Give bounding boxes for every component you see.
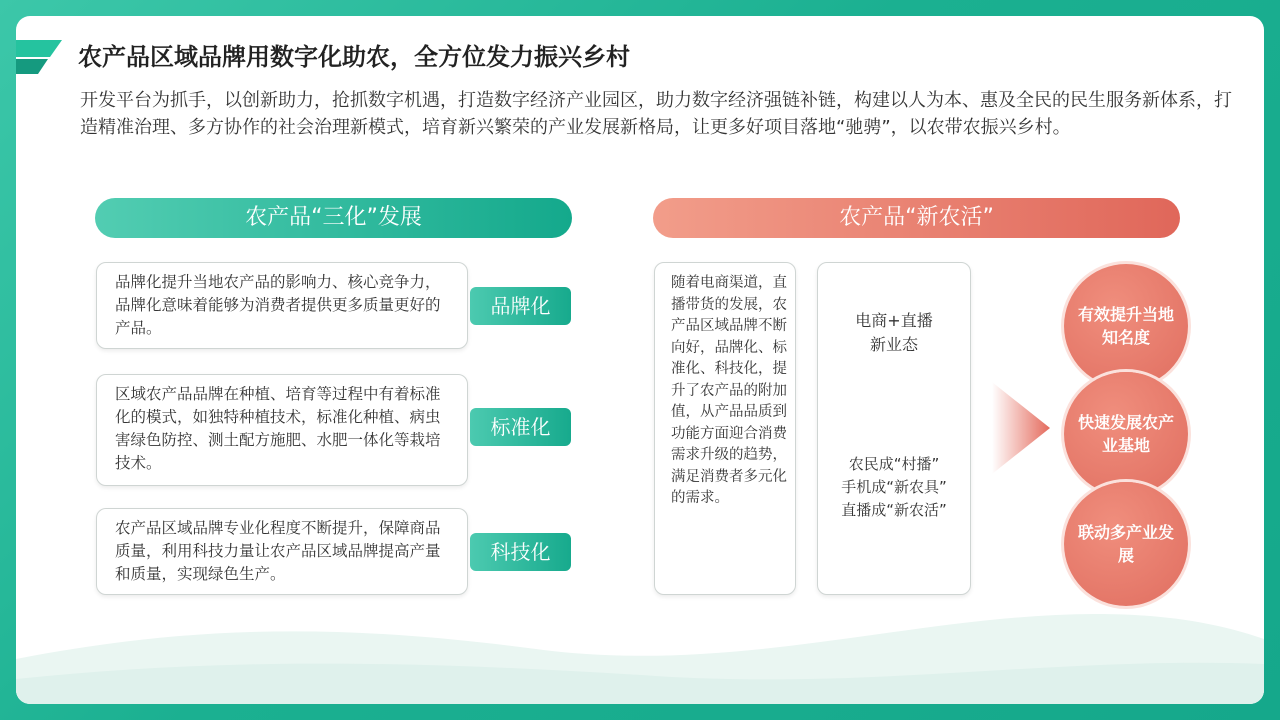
standardization-description: 区域农产品品牌在种植、培育等过程中有着标准化的模式，如独特种植技术，标准化种植、病虫害绿色防控、测土配方施肥、水肥一体化等栽培技术。 — [96, 374, 468, 486]
result-circle-visibility: 有效提升当地知名度 — [1064, 264, 1188, 388]
new-business-line: 新业态 — [869, 335, 918, 354]
intro-paragraph: 开发平台为抓手，以创新助力，抢抓数字机遇，打造数字经济产业园区，助力数字经济强链补链，构建以人为本、惠及全民的民生服务新体系，打造精准治理、多方协作的社会治理新模式，培育新兴繁荣的产业发展新格局，让更多好项目落地“驰骋”，以农带农振兴乡村。 — [80, 90, 1232, 138]
new-roles-block — [818, 453, 970, 522]
new-farming-description: 随着电商渠道，直播带货的发展，农产品区域品牌不断向好，品牌化、标准化、科技化，提升了农产品的附加值，从产品品质到功能方面迎合消费需求升级的趋势，满足消费者多元化的需求。 — [654, 262, 796, 595]
technology-tag: 科技化 — [470, 533, 571, 571]
standardization-tag: 标准化 — [470, 408, 571, 446]
right-section-header: 农产品“新农活” — [653, 198, 1180, 238]
ecommerce-live-line: 电商+直播 — [855, 311, 933, 330]
ecommerce-live-block — [818, 309, 970, 357]
arrow-right-icon — [992, 382, 1050, 474]
slide-card — [16, 16, 1264, 704]
result-circle-industry-base: 快速发展农产业基地 — [1064, 372, 1188, 496]
live-farming-line: 直播成“新农活” — [841, 501, 947, 519]
new-farming-modes-box — [817, 262, 971, 595]
technology-description: 农产品区域品牌专业化程度不断提升，保障商品质量，利用科技力量让农产品区域品牌提高产量和质量，实现绿色生产。 — [96, 508, 468, 595]
branding-tag: 品牌化 — [470, 287, 571, 325]
phone-tool-line: 手机成“新农具” — [841, 478, 947, 496]
branding-description: 品牌化提升当地农产品的影响力、核心竞争力，品牌化意味着能够为消费者提供更多质量更好的产品。 — [96, 262, 468, 349]
result-circle-multi-industry: 联动多产业发展 — [1064, 482, 1188, 606]
page-title: 农产品区域品牌用数字化助农，全方位发力振兴乡村 — [78, 43, 630, 71]
left-section-header: 农产品“三化”发展 — [95, 198, 572, 238]
title-marker-icon — [16, 40, 62, 74]
farmer-streamer-line: 农民成“村播” — [848, 455, 940, 473]
